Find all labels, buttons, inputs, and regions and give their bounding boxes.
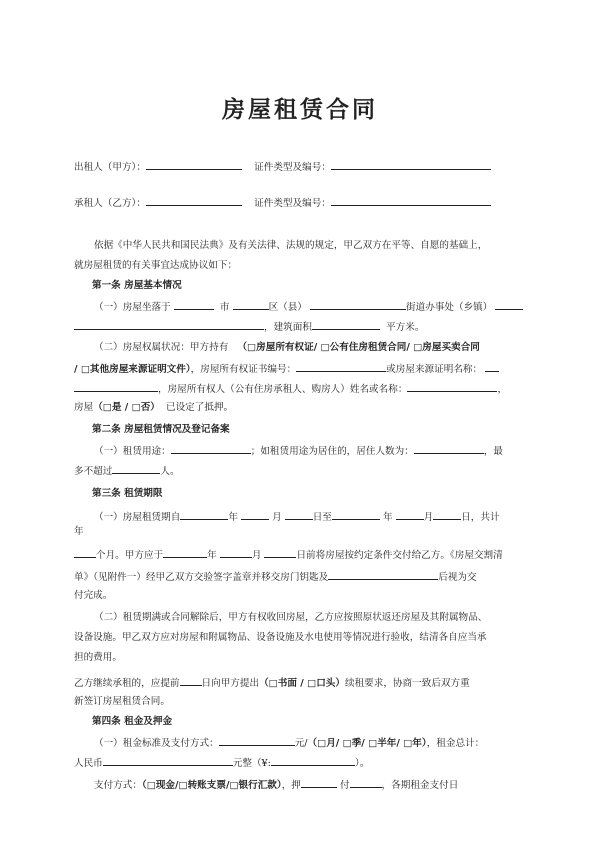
lessee-id-label: 证件类型及编号：	[254, 198, 331, 209]
house-label: 房屋	[74, 402, 94, 413]
article-4-heading: 第四条 租金及押金	[92, 716, 173, 727]
month-label: 月	[272, 512, 282, 523]
lessor-id-field[interactable]	[331, 160, 491, 170]
to-label: 日至	[312, 512, 332, 523]
handover-list-label: 日前将房屋按约定条件交付给乙方。《房屋交割清	[296, 550, 503, 561]
deposit-label: ，押	[281, 780, 301, 791]
comma: ，	[497, 384, 508, 395]
owner-name-field[interactable]	[407, 382, 497, 392]
ownership-options[interactable]: （□房屋所有权证/ □公有住房租赁合同/ □房屋买卖合同	[237, 342, 480, 353]
lessee-line	[74, 196, 491, 210]
pay-date-label: ，各期租金支付日	[381, 780, 459, 791]
ownership-options-cont[interactable]: / □其他房屋来源证明文件）	[74, 364, 191, 375]
occupants-field[interactable]	[414, 444, 484, 454]
ownership-label: （二）房屋权属状况：甲方持有	[94, 342, 229, 353]
max-label: ，最	[483, 446, 504, 457]
area-field[interactable]	[312, 320, 380, 330]
art1-area-line	[74, 320, 424, 334]
start-day-field[interactable]	[285, 510, 313, 520]
art3-keys-line	[74, 570, 477, 584]
rent-amount-field[interactable]	[219, 736, 295, 746]
art3-renew-line-2: 新签订房屋租赁合同。	[74, 696, 170, 707]
art4-total-line	[74, 756, 369, 770]
mortgage-label: 已设定了抵押。	[166, 402, 234, 413]
handover-year-field[interactable]	[163, 548, 207, 558]
cert-number-field[interactable]	[296, 362, 386, 372]
max-occupants-field[interactable]	[112, 464, 160, 474]
art1-mortgage-line	[74, 402, 233, 414]
delivered-label: 后视为交	[438, 572, 477, 583]
art3-return-line-2: 设备设施。甲乙双方应对房屋和附属物品、设备设施及水电使用等情况进行验收，结清各自应当承	[74, 632, 487, 643]
intro-line-1: 依据《中华人民共和国民法典》及有关法律、法规的规定，甲乙双方在平等、自愿的基础上，	[94, 240, 488, 251]
cert-number-label: ，房屋所有权证书编号：	[190, 364, 297, 375]
renew-negotiate-label: 续租要求，协商一致后双方重	[344, 678, 470, 689]
art1-location-line	[94, 300, 523, 314]
year-label: 年	[228, 512, 238, 523]
end-day-field[interactable]	[433, 510, 461, 520]
max-label-cont: 多不超过	[74, 466, 113, 477]
source-doc-cont-field[interactable]	[74, 382, 158, 392]
owner-name-label: ，房屋所有权人（公有住房承租人、购房人）姓名或名称：	[158, 384, 408, 395]
city-field[interactable]	[174, 300, 214, 310]
area-label: ，建筑面积	[264, 322, 312, 333]
location-label: （一）房屋坐落于	[94, 302, 171, 313]
months-field[interactable]	[74, 548, 96, 558]
sqm-label: 平方米。	[386, 322, 425, 333]
art3-term-line	[94, 510, 500, 524]
purpose-label: （一）租赁用途：	[94, 446, 171, 457]
art2-max-line	[74, 464, 180, 478]
rent-total-words-field[interactable]	[103, 756, 233, 766]
art1-owner-line	[74, 382, 507, 396]
district-field[interactable]	[233, 300, 269, 310]
lessee-label: 承租人（乙方）：	[74, 198, 146, 209]
article-3-heading: 第三条 租赁期限	[92, 488, 163, 499]
art3-renew-line	[74, 676, 470, 690]
intro-line-2: 就房屋租赁的有关事宜达成协议如下：	[74, 260, 238, 271]
art4-payment-line	[94, 778, 458, 792]
rent-total-label: ，租金总计：	[426, 738, 485, 749]
rmb-label: 人民币	[74, 758, 103, 769]
street-label: 街道办事处（乡镇）	[406, 302, 493, 313]
art2-purpose-line	[94, 444, 503, 458]
art1-ownership-line	[94, 342, 480, 354]
street-field[interactable]	[310, 300, 406, 310]
lessor-label: 出租人（甲方）：	[74, 162, 146, 173]
end-year-field[interactable]	[332, 510, 380, 520]
start-month-field[interactable]	[241, 510, 269, 520]
payment-method-label: 支付方式：	[94, 780, 142, 791]
city-label: 市	[219, 302, 230, 313]
art3-return-line-1: （二）租赁期满或合同解除后，甲方有权收回房屋，乙方应按照原状返还房屋及其附属物品、	[94, 612, 488, 623]
art3-return-line-3: 担的费用。	[74, 652, 122, 663]
rent-period-options[interactable]: （□月/ □季/ □半年/ □年）	[307, 738, 427, 749]
yuan-label: 元整（¥:	[232, 758, 271, 769]
lessee-name-field[interactable]	[146, 196, 242, 206]
address-detail-field[interactable]	[74, 320, 264, 330]
rent-unit-label: 元/	[294, 738, 308, 749]
rent-label: （一）租金标准及支付方式：	[94, 738, 219, 749]
art1-cert-line	[74, 362, 499, 376]
lessor-line	[74, 160, 491, 174]
keys-label: 单》（见附件一）经甲乙双方交验签字盖章并移交房门钥匙及	[74, 572, 329, 583]
start-year-field[interactable]	[180, 510, 228, 520]
handover-month-field[interactable]	[220, 548, 252, 558]
keys-field[interactable]	[328, 570, 438, 580]
art4-rent-line	[94, 736, 484, 750]
document-title: 房屋租赁合同	[222, 96, 378, 123]
mortgage-options[interactable]: （□是 / □否）	[93, 402, 160, 413]
month-label: 月	[251, 550, 262, 561]
pay-label: 付	[339, 780, 350, 791]
total-label: 日，共计	[461, 512, 500, 523]
renew-notice-label: 日向甲方提出	[201, 678, 260, 689]
year-label: 年	[382, 512, 393, 523]
rent-total-number-field[interactable]	[271, 756, 355, 766]
article-1-heading: 第一条 房屋基本情况	[92, 280, 182, 291]
end-month-field[interactable]	[396, 510, 424, 520]
district-label: 区（县）	[268, 302, 307, 313]
people-label: 人。	[160, 466, 180, 477]
payment-method-options[interactable]: （□现金/□转账支票/□银行汇款）	[141, 780, 282, 791]
art3-complete-line: 付完成。	[74, 590, 113, 601]
renew-days-field[interactable]	[180, 676, 202, 686]
month-label: 月	[423, 512, 434, 523]
pay-field[interactable]	[350, 778, 382, 788]
handover-label: 个月。甲方应于	[96, 550, 164, 561]
close-paren-label: ）。	[354, 758, 370, 769]
year-label: 年	[207, 550, 217, 561]
renew-options[interactable]: （□书面 / □口头）	[259, 678, 345, 689]
source-doc-label: 或房屋来源证明名称：	[386, 364, 483, 375]
term-label: （一）房屋租赁期自	[94, 512, 181, 523]
article-2-heading: 第二条 房屋租赁情况及登记备案	[92, 424, 230, 435]
purpose-field[interactable]	[171, 444, 251, 454]
deposit-field[interactable]	[301, 778, 337, 788]
renew-label: 乙方继续承租的，应提前	[74, 678, 180, 689]
town-field[interactable]	[495, 300, 523, 310]
handover-day-field[interactable]	[264, 548, 296, 558]
occupants-label: ；如租赁用途为居住的，居住人数为：	[250, 446, 414, 457]
art3-handover-line	[74, 548, 503, 562]
lessor-name-field[interactable]	[146, 160, 242, 170]
lessee-id-field[interactable]	[331, 196, 491, 206]
art3-years-line: 年	[74, 526, 84, 537]
lessor-id-label: 证件类型及编号：	[254, 162, 331, 173]
source-doc-field[interactable]	[485, 362, 499, 372]
